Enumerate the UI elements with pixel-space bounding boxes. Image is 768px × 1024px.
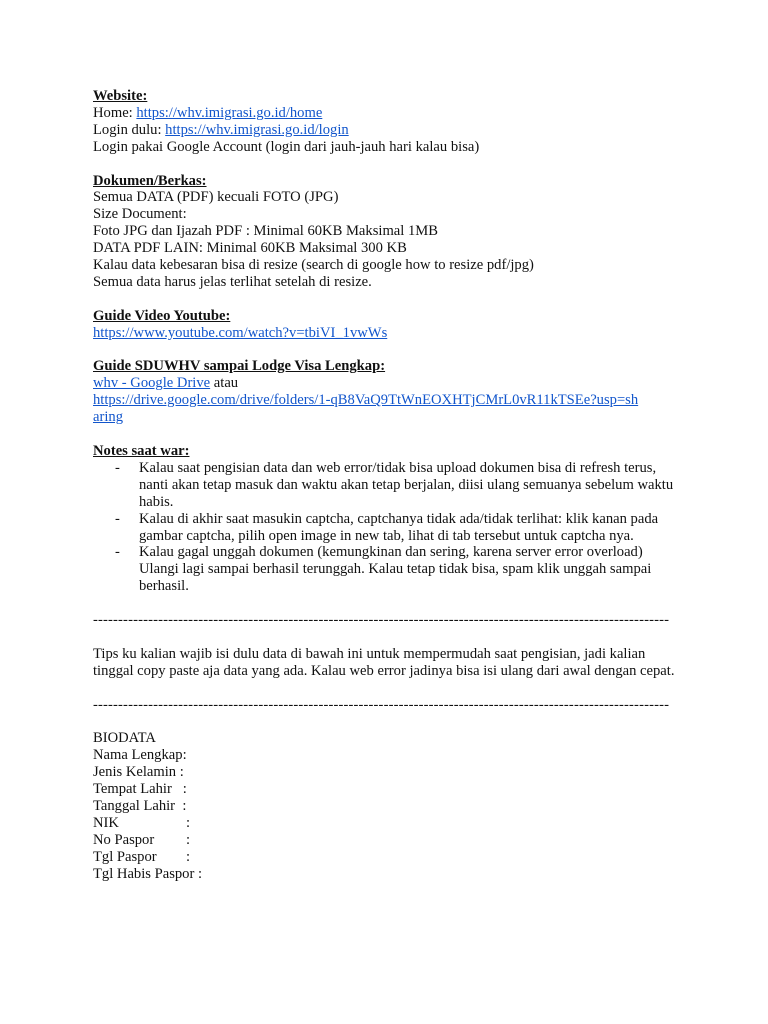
documents-line: Kalau data kebesaran bisa di resize (search di google how to resize pdf/jpg) — [93, 257, 534, 274]
biodata-separator: : — [186, 831, 191, 848]
documents-line: DATA PDF LAIN: Minimal 60KB Maksimal 300 KB — [93, 240, 407, 257]
tips-paragraph: Tips ku kalian wajib isi dulu data di bawah ini untuk mempermudah saat pengisian, jadi kalian tinggal copy paste aja data yang ada. Kalau web error jadinya bisa isi ulang dari awal dengan cepat. — [93, 645, 675, 679]
login-link[interactable]: https://whv.imigrasi.go.id/login — [165, 121, 349, 138]
home-line — [93, 105, 683, 122]
website-heading: Website: — [93, 88, 148, 104]
biodata-separator: : — [176, 764, 184, 781]
biodata-heading: BIODATA — [93, 730, 156, 747]
login-line — [93, 122, 683, 139]
biodata-separator: : — [194, 865, 203, 882]
biodata-separator: : — [171, 781, 187, 798]
biodata-row — [93, 815, 683, 832]
youtube-line — [93, 325, 683, 342]
home-link[interactable]: https://whv.imigrasi.go.id/home — [136, 104, 323, 121]
note-text: Kalau di akhir saat masukin captcha, captchanya tidak ada/tidak terlihat: klik kanan pada gambar captcha, pilih open image in new tab, lihat di tab tersebut untuk captcha nya. — [139, 510, 659, 544]
note-text: Kalau saat pengisian data dan web error/tidak bisa upload dokumen bisa di refresh terus, nanti akan tetap masuk dan waktu akan tetap berjalan, diisi ulang semuanya sebelum waktu habis. — [139, 459, 674, 510]
biodata-label: Tempat Lahir — [93, 781, 172, 798]
biodata-label: Nama Lengkap — [93, 747, 183, 764]
separator-line: ------------------------------------------------------------------------------------------------------------------- — [93, 612, 670, 629]
biodata-label: Tgl Paspor — [93, 848, 157, 865]
guide-sduwhv-heading: Guide SDUWHV sampai Lodge Visa Lengkap: — [93, 358, 386, 375]
biodata-row — [93, 849, 683, 866]
list-item — [93, 511, 683, 545]
biodata-separator: : — [182, 747, 187, 764]
biodata-label: Tgl Habis Paspor — [93, 865, 195, 882]
documents-line: Semua data harus jelas terlihat setelah di resize. — [93, 273, 372, 290]
drive-url-link[interactable]: https://drive.google.com/drive/folders/1-qB8VaQ9TtWnEOXHTjCMrL0vR11kTSEe?usp=sh — [93, 392, 639, 409]
biodata-row — [93, 832, 683, 849]
biodata-label: No Paspor — [93, 831, 155, 848]
login-note: Login pakai Google Account (login dari jauh-jauh hari kalau bisa) — [93, 138, 480, 155]
list-dash: - — [115, 459, 120, 476]
drive-url-line — [93, 409, 683, 426]
biodata-label: Jenis Kelamin — [93, 764, 177, 781]
youtube-link[interactable]: https://www.youtube.com/watch?v=tbiVI_1vwWs — [93, 324, 388, 341]
biodata-separator: : — [186, 814, 191, 831]
documents-heading: Dokumen/Berkas: — [93, 172, 207, 189]
biodata-row — [93, 798, 683, 815]
biodata-label: Tanggal Lahir — [93, 797, 176, 814]
separator-line: ------------------------------------------------------------------------------------------------------------------- — [93, 696, 670, 713]
biodata-separator: : — [186, 848, 191, 865]
list-dash: - — [115, 544, 120, 561]
documents-line: Semua DATA (PDF) kecuali FOTO (JPG) — [93, 189, 339, 206]
biodata-label: NIK — [93, 814, 119, 831]
note-text: Kalau gagal unggah dokumen (kemungkinan dan sering, karena server error overload) Ulangi lagi sampai berhasil terunggah. Kalau tetap tidak bisa, spam klik unggah sampai berhasil. — [139, 544, 652, 595]
list-dash: - — [115, 510, 120, 527]
login-label: Login dulu: — [93, 121, 166, 138]
google-drive-link[interactable]: whv - Google Drive — [93, 375, 211, 392]
drive-line — [93, 375, 683, 392]
list-item — [93, 544, 683, 595]
notes-heading: Notes saat war: — [93, 442, 190, 459]
biodata-row — [93, 866, 683, 883]
biodata-row — [93, 747, 683, 764]
home-label: Home: — [93, 104, 137, 121]
biodata-separator: : — [175, 797, 187, 814]
document-content — [93, 88, 683, 882]
biodata-row — [93, 781, 683, 798]
documents-line: Foto JPG dan Ijazah PDF : Minimal 60KB Maksimal 1MB — [93, 223, 438, 240]
drive-url-line — [93, 392, 683, 409]
guide-video-heading: Guide Video Youtube: — [93, 307, 231, 324]
notes-list — [93, 460, 683, 595]
list-item — [93, 460, 683, 511]
drive-url-link-continued[interactable]: aring — [93, 409, 123, 426]
atau-text: atau — [210, 375, 239, 392]
documents-line: Size Document: — [93, 206, 187, 223]
biodata-row — [93, 764, 683, 781]
